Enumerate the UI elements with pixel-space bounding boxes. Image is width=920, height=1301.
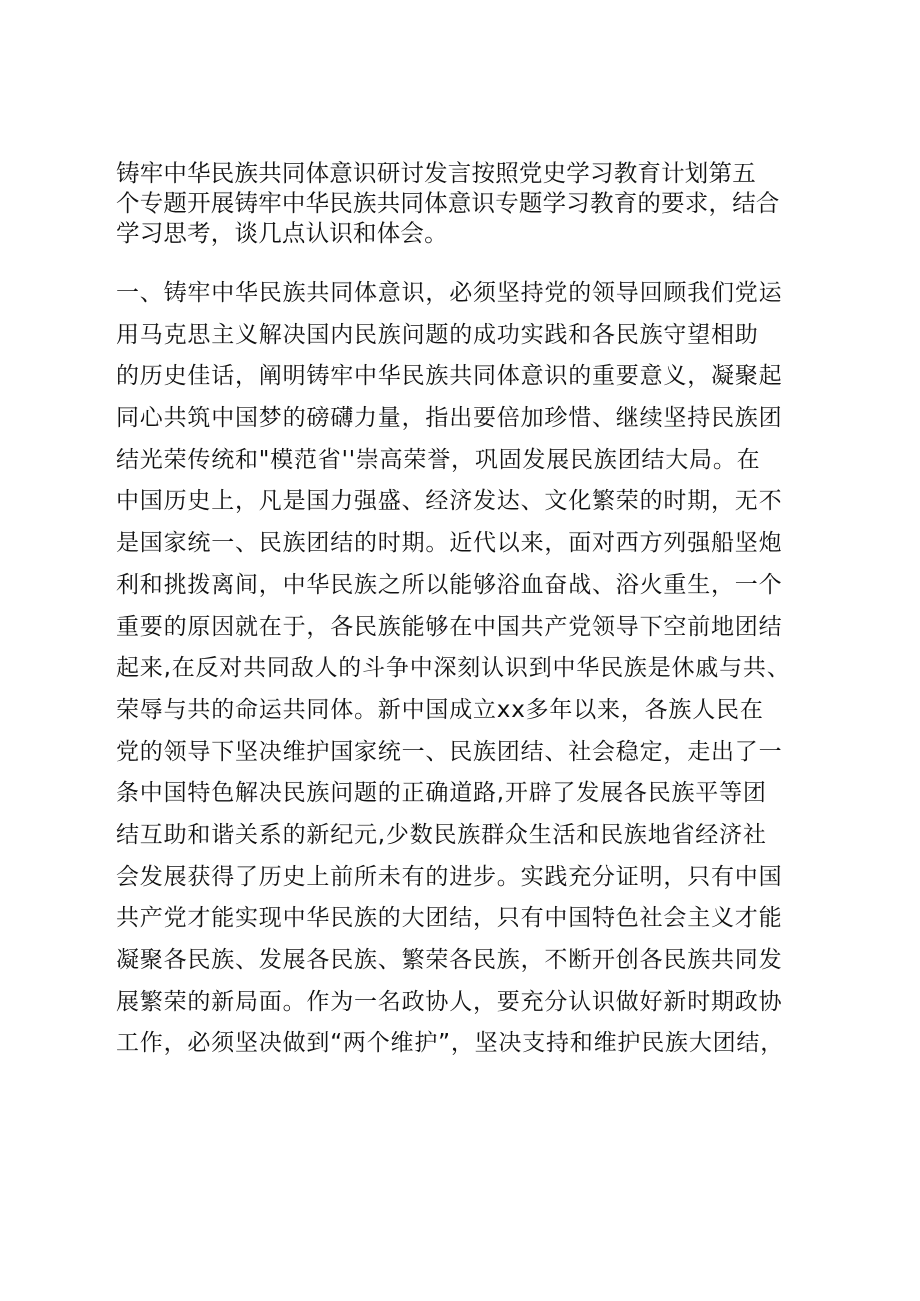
body-line: 结光荣传统和"模范省''崇高荣誉，巩固发展民族团结大局。在 [116,446,761,473]
body-line: 是国家统一、民族团结的时期。近代以来，面对西方列强船坚炮 [116,530,783,557]
body-line: 起来,在反对共同敌人的斗争中深刻认识到中华民族是休戚与共、 [116,655,791,682]
body-line: 用马克思主义解决国内民族问题的成功实践和各民族守望相助 [116,321,759,348]
body-line: 凝聚各民族、发展各民族、繁荣各民族，不断开创各民族共同发 [116,947,783,973]
title-line: 铸牢中华民族共同体意识研讨发言按照党史学习教育计划第五 [116,159,756,187]
document-title [116,158,816,248]
body-line: 利和挑拨离间，中华民族之所以能够浴血奋战、浴火重生，一个 [116,571,783,598]
body-line: 会发展获得了历史上前所未有的进步。实践充分证明，只有中国 [116,863,783,890]
title-line: 学习思考，谈几点认识和体会。 [116,219,448,247]
body-line: 的历史佳话，阐明铸牢中华民族共同体意识的重要意义，凝聚起 [116,363,783,390]
title-line: 个专题开展铸牢中华民族共同体意识专题学习教育的要求，结合 [116,189,780,217]
body-line: 党的领导下坚决维护国家统一、民族团结、社会稳定，走出了一 [116,738,783,765]
body-line: 共产党才能实现中华民族的大团结，只有中国特色社会主义才能 [116,905,783,932]
body-line: 荣辱与共的命运共同体。新中国成立xx多年以来，各族人民在 [116,696,764,723]
body-line: 重要的原因就在于，各民族能够在中国共产党领导下空前地团结 [116,613,783,640]
body-line: 工作，必须坚决做到“两个维护”，坚决支持和维护民族大团结， [116,1030,785,1057]
body-line: 中国历史上，凡是国力强盛、经济发达、文化繁荣的时期，无不 [116,488,783,515]
body-line: 条中国特色解决民族问题的正确道路,开辟了发展各民族平等团 [116,780,767,807]
body-line: 展繁荣的新局面。作为一名政协人，要充分认识做好新时期政协 [116,988,783,1015]
body-line: 同心共筑中国梦的磅礴力量，指出要倍加珍惜、继续坚持民族团 [116,405,783,432]
document-body [116,273,816,1065]
body-line: 一、铸牢中华民族共同体意识，必须坚持党的领导回顾我们党运 [116,280,783,306]
body-line: 结互助和谐关系的新纪元,少数民族群众生活和民族地省经济社 [116,821,767,848]
